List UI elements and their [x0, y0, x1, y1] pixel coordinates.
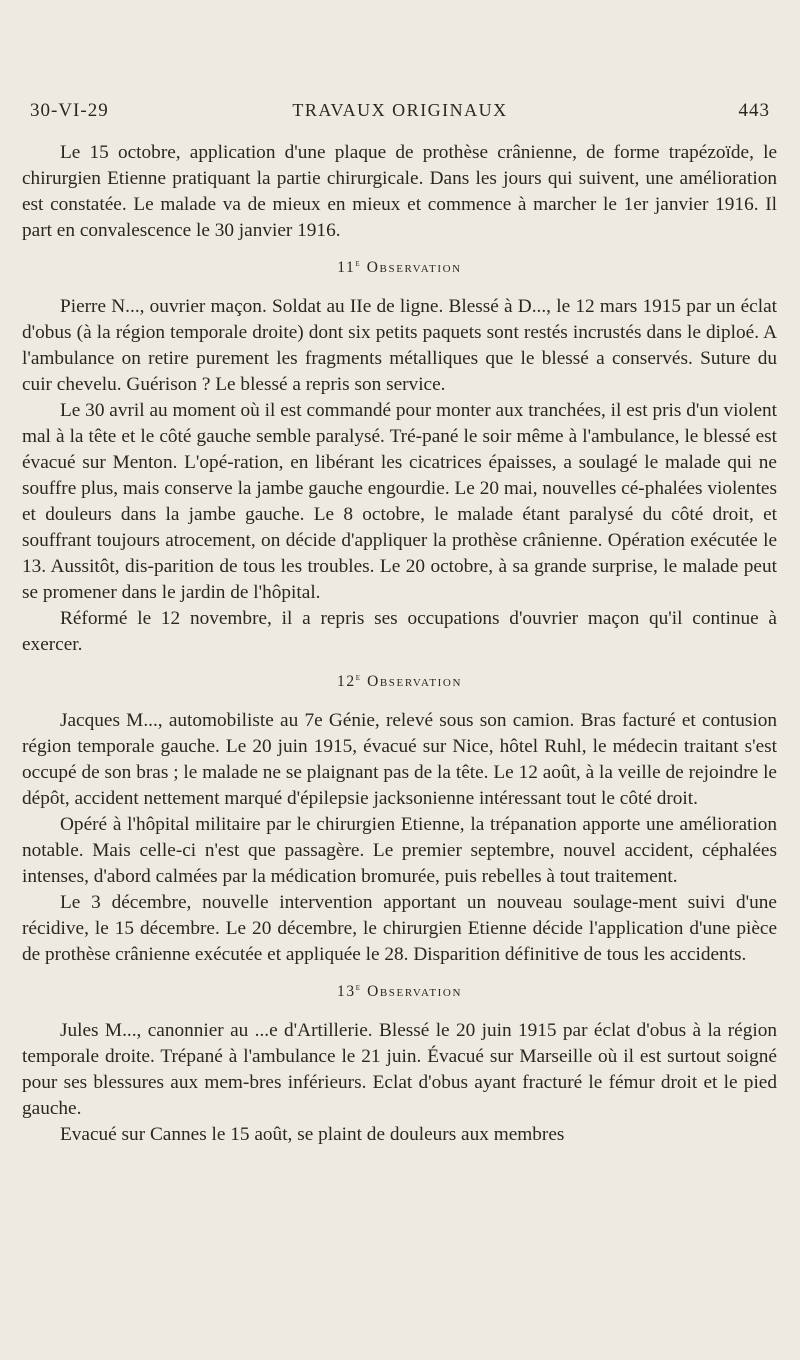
section-heading: 11e Observation [337, 257, 462, 276]
paragraph: Le 30 avril au moment où il est commandé pour monter aux tranchées, il est pris d'un violent mal à la tête et le côté gauche semble paralysé. Tré-pané le soir même à l'ambulance, le blessé est évacué sur Menton. L'opé-ration, en libérant les cicatrices épaisses, a soulagé le malade qui ne souffre plus, mais conserve la jambe gauche engourdie. Le 20 mai, nouvelles cé-phalées violentes et douleurs dans la jambe gauche. Le 8 octobre, le malade étant paralysé du côté droit, et souffrant toujours atrocement, on décide d'appliquer la prothèse crânienne. Opération exécutée le 13. Aussitôt, dis-parition de tous les troubles. Le 20 octobre, à sa grande surprise, le malade peut se promener dans le jardin de l'hôpital. [22, 400, 777, 603]
paragraph: Pierre N..., ouvrier maçon. Soldat au IIe de ligne. Blessé à D..., le 12 mars 1915 par un éclat d'obus (à la région temporale droite) dont six petits paquets sont restés incrustés dans le diploé. A l'ambulance on retire purement les fragments métalliques que le blessé a conservés. Suture du cuir chevelu. Guérison ? Le blessé a repris son service. [22, 296, 777, 395]
header-title: TRAVAUX ORIGINAUX [292, 100, 508, 120]
running-header [30, 100, 770, 130]
section-heading: 13e Observation [336, 981, 463, 1000]
paragraph: Opéré à l'hôpital militaire par le chirurgien Etienne, la trépanation apporte une amélioration notable. Mais celle-ci n'est que passagère. Le premier septembre, nouvel accident, céphalées intenses, d'abord calmées par la médication bromurée, puis rebelles à tout traitement. [22, 814, 777, 887]
body-text [22, 140, 777, 1148]
paragraph: Evacué sur Cannes le 15 août, se plaint de douleurs aux membres [60, 1124, 565, 1145]
paragraph: Le 3 décembre, nouvelle intervention apportant un nouveau soulage-ment suivi d'une récidive, le 15 décembre. Le 20 décembre, le chirurgien Etienne décide l'application d'une pièce de prothèse crânienne exécutée et appliquée le 28. Disparition définitive de tous les accidents. [22, 892, 777, 965]
paragraph: Réformé le 12 novembre, il a repris ses occupations d'ouvrier maçon qu'il continue à exercer. [22, 608, 777, 655]
paragraph: Jules M..., canonnier au ...e d'Artillerie. Blessé le 20 juin 1915 par éclat d'obus à la région temporale droite. Trépané à l'ambulance le 21 juin. Évacué sur Marseille où il est surtout soigné pour ses blessures aux mem-bres inférieurs. Eclat d'obus ayant fracturé le fémur droit et le pied gauche. [22, 1020, 777, 1119]
paragraph: Jacques M..., automobiliste au 7e Génie, relevé sous son camion. Bras facturé et contusion région temporale gauche. Le 20 juin 1915, évacué sur Nice, hôtel Ruhl, le médecin traitant s'est occupé de son bras ; le malade ne se plaignant pas de la tête. Le 12 août, à la veille de rejoindre le dépôt, accident nettement marqué d'épilepsie jacksonienne intéressant tout le côté droit. [22, 710, 777, 809]
section-heading: 12e Observation [336, 671, 463, 690]
paragraph: Le 15 octobre, application d'une plaque de prothèse crânienne, de forme trapézoïde, le chirurgien Etienne pratiquant la partie chirurgicale. Dans les jours qui suivent, une amélioration est constatée. Le malade va de mieux en mieux et commence à marcher le 1er janvier 1916. Il part en convalescence le 30 janvier 1916. [22, 142, 777, 241]
header-date: 30-VI-29 [30, 100, 109, 121]
page-number: 443 [738, 100, 770, 121]
